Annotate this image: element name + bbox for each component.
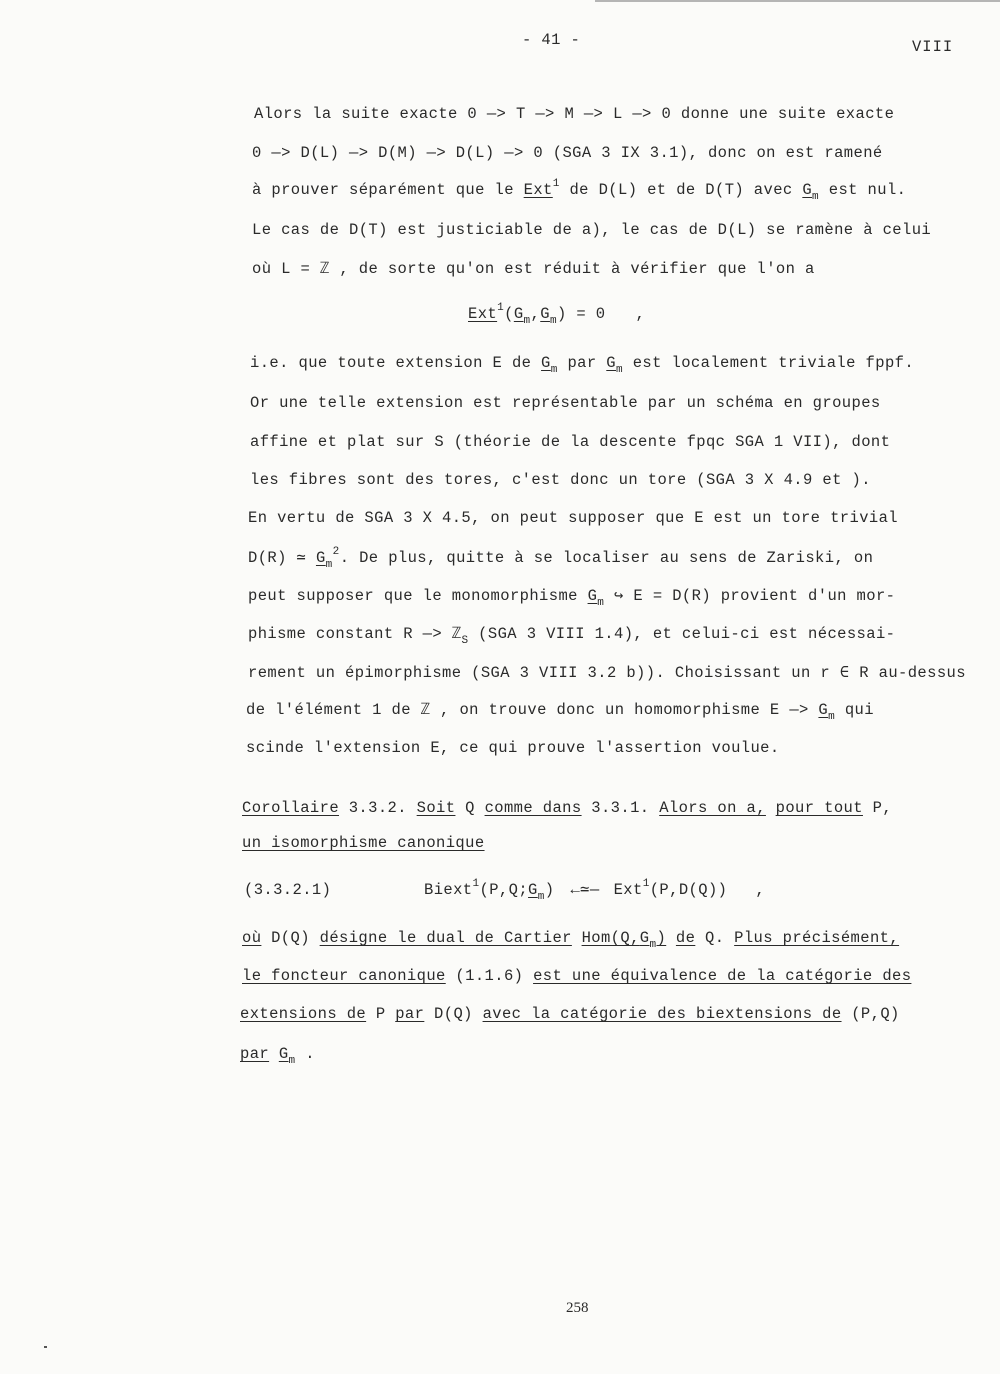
equation-biext: $Biext^1(P,Q;G_m)$ ←≃— Ext$^1$(P,D(Q)) , [424, 878, 766, 903]
text-line: i.e. que toute extension E de $G_m$ par $G_m$ est localement triviale fppf. [250, 354, 915, 376]
text-line: de l'élément 1 de ℤ , on trouve donc un homomorphisme E —> $G_m$ qui [246, 701, 874, 723]
text-line: un isomorphisme canonique [242, 834, 485, 852]
section-label: VIII [912, 38, 954, 56]
equation-ext: $Ext^1(G_m,G_m) = 0$ , [468, 302, 646, 327]
text-line: 0 —> D(L) —> D(M) —> D(L) —> 0 (SGA 3 IX 3.1), donc on est ramené [252, 144, 883, 162]
page-number: 258 [566, 1300, 589, 1316]
text-line: où D(Q) désigne le dual de Cartier $Hom(Q,G_m)$ de Q. Plus précisément, [242, 929, 900, 951]
top-edge-rule [595, 0, 1000, 2]
text-line: scinde l'extension E, ce qui prouve l'assertion voulue. [246, 739, 780, 757]
text-line: Le cas de D(T) est justiciable de a), le cas de D(L) se ramène à celui [252, 221, 932, 239]
corollary-heading: Corollaire 3.3.2. Soit Q comme dans 3.3.1. Alors on a, pour tout P, [242, 799, 893, 817]
text-line: par $G_m$ . [240, 1045, 315, 1067]
text-line: affine et plat sur S (théorie de la descente fpqc SGA 1 VII), dont [250, 433, 891, 451]
text-line: Or une telle extension est représentable par un schéma en groupes [250, 394, 881, 412]
page-label: - 41 - [522, 31, 581, 49]
text-line: D(R) ≃ $G_m^2$. De plus, quitte à se localiser au sens de Zariski, on [248, 546, 874, 571]
text-line: phisme constant R —> ℤ$_S$ (SGA 3 VIII 1.4), et celui-ci est nécessai- [248, 625, 896, 647]
text-line: rement un épimorphisme (SGA 3 VIII 3.2 b)). Choisissant un r ∈ R au-dessus [248, 664, 966, 682]
text-line: à prouver séparément que le Ext$^1$ de D(L) et de D(T) avec $G_m$ est nul. [252, 178, 907, 203]
text-line: peut supposer que le monomorphisme $G_m$ ↪ E = D(R) provient d'un mor- [248, 587, 896, 609]
text-line: le foncteur canonique (1.1.6) est une équivalence de la catégorie des [242, 967, 912, 985]
scan-speck [44, 1346, 47, 1348]
text-line: Alors la suite exacte 0 —> T —> M —> L —> 0 donne une suite exacte [254, 105, 895, 123]
text-line: extensions de P par D(Q) avec la catégorie des biextensions de (P,Q) [240, 1005, 900, 1023]
text-line: les fibres sont des tores, c'est donc un tore (SGA 3 X 4.9 et ). [250, 471, 871, 489]
text-line: En vertu de SGA 3 X 4.5, on peut supposer que E est un tore trivial [248, 509, 899, 527]
equation-label: (3.3.2.1) [244, 881, 332, 899]
text-line: où L = ℤ , de sorte qu'on est réduit à vérifier que l'on a [252, 260, 815, 278]
